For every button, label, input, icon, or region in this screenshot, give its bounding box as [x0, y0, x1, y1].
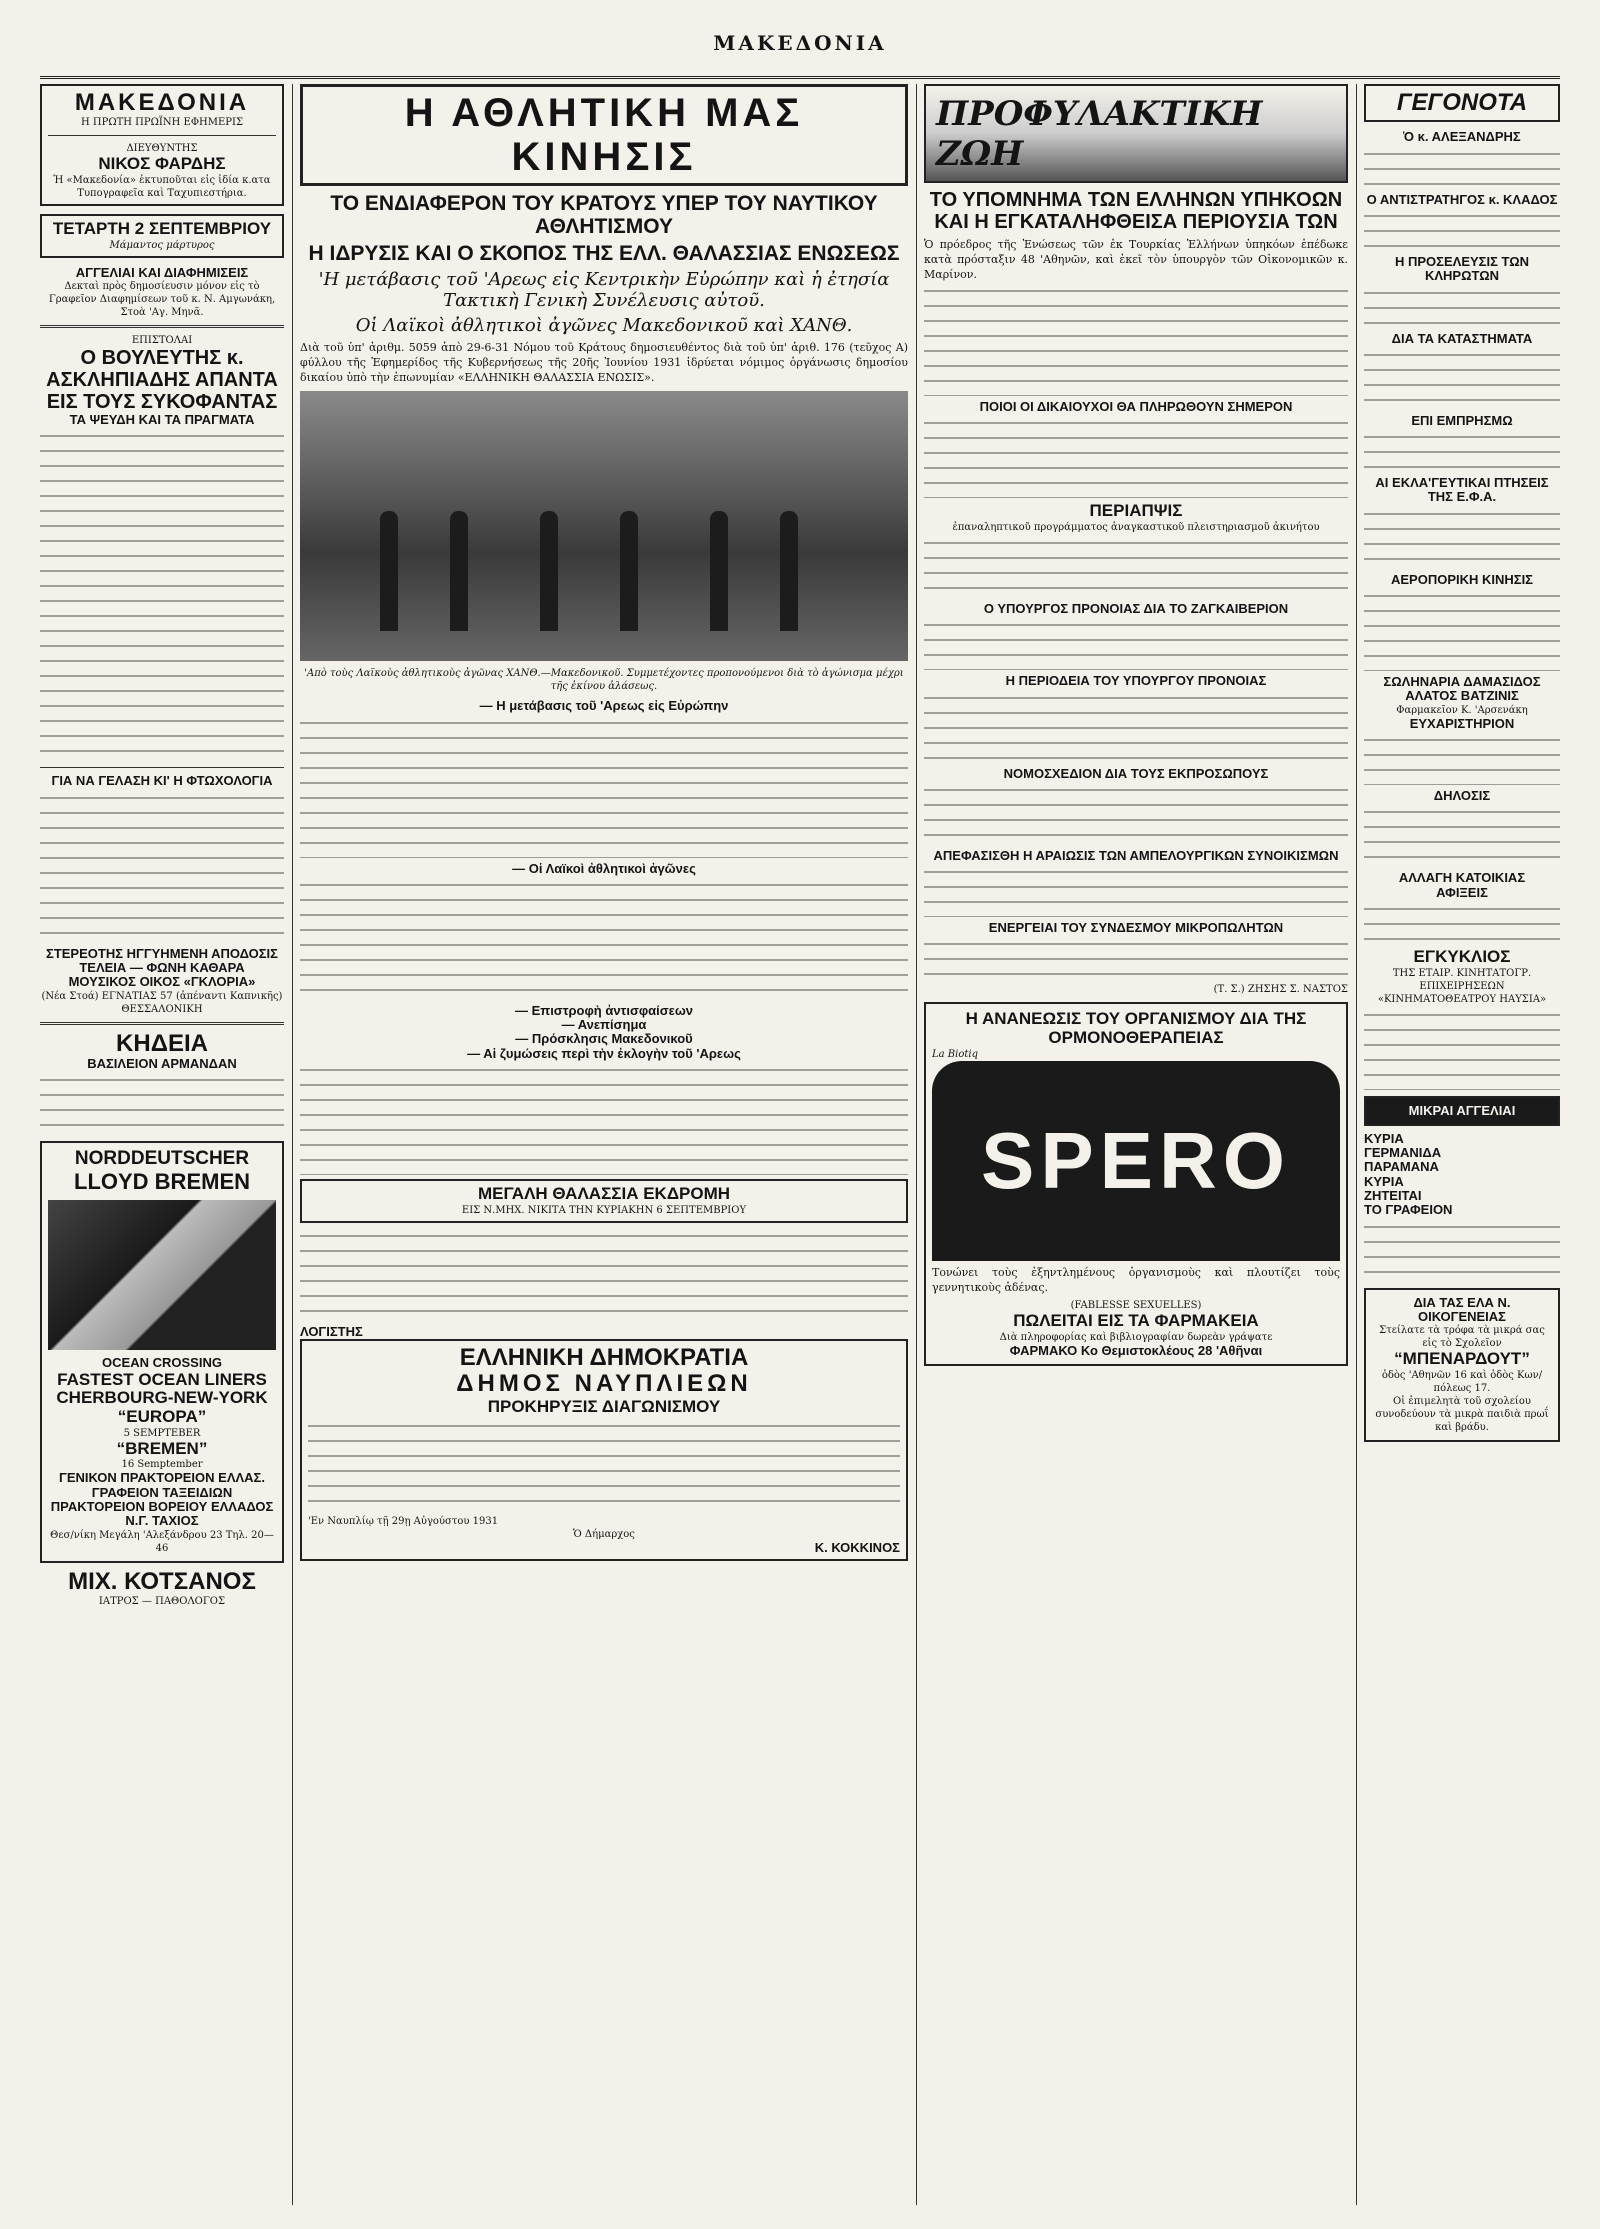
headline-naval-sport: ΤΟ ΕΝΔΙΑΦΕΡΟΝ ΤΟΥ ΚΡΑΤΟΥΣ ΥΠΕΡ ΤΟΥ ΝΑΥΤΙΚΟΥ ΑΘΛΗΤΙΣΜΟΥ	[330, 192, 878, 239]
article-text-block	[924, 620, 1348, 670]
logistics-ad: ΛΟΓΙΣΤΗΣ	[300, 1323, 363, 1339]
article-text-block	[924, 286, 1348, 396]
excursion-title: ΜΕΓΑΛΗ ΘΑΛΑΣΣΙΑ ΕΚΔΡΟΜΗ	[477, 1184, 731, 1204]
circular-title: ΕΓΚΥΚΛΙΟΣ	[1413, 946, 1511, 966]
article-text-block	[924, 418, 1348, 498]
school-address: ὁδὸς 'Αθηνῶν 16 καὶ ὁδὸς Κων/πόλεως 17.	[1381, 1369, 1543, 1394]
music-house-address: (Νέα Στοά) ΕΓΝΑΤΙΑΣ 57 (ἀπέναντι Καπνικῆς) ΘΕΣΣΑΛΟΝΙΚΗ	[41, 990, 283, 1015]
tender-mayor-title: Ὁ Δήμαρχος	[573, 1528, 635, 1540]
section-ares: — Η μετάβασις τοῦ 'Αρεως εἰς Εὐρώπην	[479, 698, 729, 714]
article-text-block	[1364, 735, 1560, 785]
gramophone-ad-title: ΣΤΕΡΕΟΤΗΣ ΗΓΓΥΗΜΕΝΗ ΑΠΟΔΟΣΙΣ ΤΕΛΕΙΑ — ΦΩΝΗ ΚΑΘΑΡΑ	[46, 945, 278, 975]
school-ad-title: ΔΙΑ ΤΑΣ ΕΛΑ Ν. ΟΙΚΟΓΕΝΕΙΑΣ	[1413, 1294, 1511, 1324]
event-arrivals: ΑΦΙΞΕΙΣ	[1436, 884, 1488, 900]
nameplate-logo: ΜΑΚΕΔΟΝΙΑ	[74, 89, 250, 116]
tour-headline: Η ΠΕΡΙΟΔΕΙΑ ΤΟΥ ΥΠΟΥΡΓΟΥ ΠΡΟΝΟΙΑΣ	[1005, 673, 1267, 689]
event-conscripts: Η ΠΡΟΣΕΛΕΥΣΙΣ ΤΩΝ ΚΛΗΡΩΤΩΝ	[1395, 253, 1529, 284]
article-text-block	[924, 693, 1348, 763]
section-games: — Οἱ Λαϊκοὶ ἀθλητικοὶ ἀγῶνες	[512, 860, 696, 876]
beneficiaries-headline: ΠΟΙΟΙ ΟΙ ΔΙΚΑΙΟΥΧΟΙ ΘΑ ΠΛΗΡΩΘΟΥΝ ΣΗΜΕΡΟΝ	[979, 399, 1293, 414]
saint-of-day: Μάμαντος μάρτυρος	[109, 239, 215, 251]
minister-headline: Ο ΥΠΟΥΡΓΟΣ ΠΡΟΝΟΙΑΣ ΔΙΑ ΤΟ ΖΑΓΚΑΙΒΕΡΙΟΝ	[983, 600, 1289, 616]
left-column	[40, 84, 284, 2205]
doctor-role: ΙΑΤΡΟΣ — ΠΑΘΟΛΟΓΟΣ	[98, 1595, 226, 1607]
tender-date: 'Εν Ναυπλίῳ τῇ 29ῃ Αὐγούστου 1931	[308, 1515, 499, 1527]
event-arson: ΕΠΙ ΕΜΠΡΗΣΜΩ	[1411, 412, 1513, 428]
letter-headline: Ο ΒΟΥΛΕΥΤΗΣ κ. ΑΣΚΛΗΠΙΑΔΗΣ ΑΠΑΝΤΑ ΕΙΣ ΤΟΥΣ ΣΥΚΟΦΑΝΤΑΣ	[46, 347, 278, 414]
spero-info: Διὰ πληροφορίας καὶ βιβλιογραφίαν δωρεὰν γράψατε	[999, 1331, 1273, 1343]
circular-subtitle: ΤΗΣ ΕΤΑΙΡ. ΚΙΝΗΤΑΤΟΓΡ. ΕΠΙΧΕΙΡΗΣΕΩΝ «ΚΙΝΗΜΑΤΟΘΕΑΤΡΟΥ ΗΑΥΣΙΑ»	[1377, 967, 1547, 1005]
bill-headline: ΝΟΜΟΣΧΕΔΙΟΝ ΔΙΑ ΤΟΥΣ ΕΚΠΡΟΣΩΠΟΥΣ	[1003, 765, 1269, 781]
classified-5: ΖΗΤΕΙΤΑΙ	[1364, 1188, 1422, 1204]
headline-union: Η ΙΔΡΥΣΙΣ ΚΑΙ Ο ΣΚΟΠΟΣ ΤΗΣ ΕΛΛ. ΘΑΛΑΣΣΙΑΣ ΕΝΩΣΕΩΣ	[308, 242, 900, 266]
article-text-block	[1364, 1010, 1560, 1090]
route: CHERBOURG-NEW-YORK	[56, 1388, 268, 1408]
ads-notice-text: Δεκταὶ πρὸς δημοσίευσιν μόνον εἰς τὸ Γραφεῖον Διαφημίσεων τοῦ κ. Ν. Αμγωνάκη, Στοὰ 'Αγ. Μηνᾶ.	[48, 281, 276, 319]
school-name: “ΜΠΕΝΑΡΔΟΥΤ”	[1394, 1349, 1530, 1369]
doctor-name: ΜΙΧ. ΚΟΤΣΑΝΟΣ	[68, 1567, 256, 1595]
agency-name: ΓΕΝΙΚΟΝ ΠΡΑΚΤΟΡΕΙΟΝ ΕΛΛΑΣ. ΓΡΑΦΕΙΟΝ ΤΑΞΕΙΔΙΩΝ	[59, 1470, 265, 1500]
article-text-block	[1364, 211, 1560, 251]
article-text-block	[1364, 149, 1560, 189]
fastest-liners: FASTEST OCEAN LINERS	[57, 1369, 267, 1389]
sports-column	[300, 84, 908, 2205]
article-text-block	[1364, 288, 1560, 328]
article-text-block	[300, 1065, 908, 1175]
ship-bremen-date: 16 Semptember	[121, 1459, 203, 1471]
vineyard-headline: ΑΠΕΦΑΣΙΣΘΗ Η ΑΡΑΙΩΣΙΣ ΤΩΝ ΑΜΠΕΛΟΥΡΓΙΚΩΝ ΣΥΝΟΙΚΙΣΜΩΝ	[933, 847, 1339, 863]
school-note: Οἱ ἐπιμελητὰ τοῦ σχολείου συνοδεύουν τὰ μικρὰ παιδιὰ πρωΐ καὶ βράδυ.	[1375, 1395, 1549, 1433]
subheadline-ares: 'Η μετάβασις τοῦ 'Αρεως εἰς Κεντρικὴν Εὐρώπην καὶ ἡ ἐτησία Τακτικὴ Γενικὴ Συνέλευσις αὐτοῦ.	[318, 269, 890, 312]
spero-logo: SPERO	[932, 1061, 1340, 1261]
event-air: ΑΕΡΟΠΟΡΙΚΗ ΚΙΝΗΣΙΣ	[1390, 571, 1533, 587]
classified-1: ΚΥΡΙΑ	[1364, 1130, 1404, 1146]
excursion-subtitle: ΕΙΣ Ν.ΜΗΧ. ΝΙΚΙΤΑ ΤΗΝ ΚΥΡΙΑΚΗΝ 6 ΣΕΠΤΕΜΒΡΙΟΥ	[461, 1204, 747, 1216]
athletes-photo	[300, 391, 908, 661]
tender-municipality: ΔΗΜΟΣ ΝΑΥΠΛΙΕΩΝ	[456, 1370, 752, 1398]
article-text-block	[1364, 350, 1560, 410]
spero-pharmacy: ΦΑΡΜΑΚΟ Κο Θεμιστοκλέους 28 'Αθῆναι	[1009, 1342, 1263, 1358]
event-shops: ΔΙΑ ΤΑ ΚΑΤΑΣΤΗΜΑΤΑ	[1391, 330, 1533, 346]
lloyd-ad	[40, 1141, 284, 1562]
ocean-liner-illustration	[48, 1200, 276, 1350]
page-masthead	[40, 14, 1560, 79]
music-house-name: ΜΟΥΣΙΚΟΣ ΟΙΚΟΣ «ΓΚΛΟΡΙΑ»	[68, 974, 256, 990]
article-text-block	[300, 880, 908, 1000]
classified-2: ΓΕΡΜΑΝΙΔΑ	[1364, 1145, 1442, 1161]
event-pharmacy: Φαρμακεῖον Κ. 'Αρσενάκη	[1396, 704, 1528, 716]
preventive-life-illustration: ΠΡΟΦΥΛΑΚΤΙΚΗ ΖΩΗ	[924, 84, 1348, 183]
ocean-crossing: OCEAN CROSSING	[102, 1355, 222, 1371]
excursion-box	[300, 1179, 908, 1223]
nameplate-tagline: Η ΠΡΩΤΗ ΠΡΩΪΝΗ ΕΦΗΜΕΡΙΣ	[80, 117, 244, 129]
lloyd-title-2: LLOYD BREMEN	[74, 1169, 250, 1195]
memorandum-headline: ΤΟ ΥΠΟΜΝΗΜΑ ΤΩΝ ΕΛΛΗΝΩΝ ΥΠΗΚΟΩΝ ΚΑΙ Η ΕΓΚΑΤΑΛΗΦΘΕΙΣΑ ΠΕΡΙΟΥΣΙΑ ΤΩΝ	[929, 189, 1343, 233]
article-text-block	[1364, 807, 1560, 867]
letter-subheadline: ΤΑ ΨΕΥΔΗ ΚΑΙ ΤΑ ΠΡΑΓΜΑΤΑ	[69, 412, 255, 428]
article-text-block	[1364, 591, 1560, 671]
spero-note: (FABLESSE SEXUELLES)	[1070, 1299, 1202, 1311]
event-notice: ΔΗΛΟΣΙΣ	[1433, 787, 1491, 803]
funeral-text	[40, 1075, 284, 1135]
classified-6: ΤΟ ΓΡΑΦΕΙΟΝ	[1364, 1202, 1453, 1218]
spero-text: Τονώνει τοὺς ἐξηντλημένους ὀργανισμοὺς καὶ πλουτίζει τοὺς γεννητικοὺς ἀδένας.	[932, 1265, 1340, 1294]
auction-title: ΠΕΡΙΑΠΨΙΣ	[1089, 501, 1183, 521]
article-signature: (Τ. Σ.) ΖΗΣΗΣ Σ. ΝΑΣΤΟΣ	[1213, 984, 1348, 996]
event-gratitude: ΕΥΧΑΡΙΣΤΗΡΙΟΝ	[1409, 715, 1515, 731]
auction-subtitle: ἐπαναληπτικοῦ προγράμματος ἀναγκαστικοῦ πλειστηριασμοῦ ἀκινήτου	[952, 521, 1320, 533]
memorandum-intro: Ὁ πρόεδρος τῆς Ἐνώσεως τῶν ἐκ Τουρκίας Ἑλλήνων ὑπηκόων ἐπέδωκε κατὰ πρόσταξιν 48 'Αθηνῶν, καὶ ἐκεῖ τὸν ὑπουργὸν τῶν Οἰκονομικῶν κ. Μαρίνον.	[924, 238, 1348, 281]
article-text-block	[1364, 509, 1560, 569]
article-text-block	[300, 718, 908, 858]
section-label-letters: ΕΠΙΣΤΟΛΑΙ	[131, 335, 193, 347]
date-box	[40, 214, 284, 258]
section-unofficial: — Ανεπίσημα	[561, 1017, 647, 1033]
photo-caption: 'Απὸ τοὺς Λαϊκοὺς ἀθλητικοὺς ἀγῶνας ΧΑΝΘ.—Μακεδονικοῦ. Συμμετέχοντες προπονούμενοι διὰ τὸ ἀγώνισμα μέχρι τῆς ἐκίνου ἀλάσεως.	[304, 668, 904, 693]
article-text-block	[40, 793, 284, 943]
printing-note: Ἡ «Μακεδονία» ἐκτυποῦται εἰς ἰδία κ.ατα Τυπογραφεῖα καὶ Ταχυπιεστήρια.	[53, 175, 271, 200]
article-text-block	[924, 785, 1348, 845]
funerals-title: ΚΗΔΕΙΑ	[116, 1029, 208, 1057]
ads-notice	[40, 266, 284, 319]
classified-4: ΚΥΡΙΑ	[1364, 1173, 1404, 1189]
sports-banner: Η ΑΘΛΗΤΙΚΗ ΜΑΣ ΚΙΝΗΣΙΣ	[300, 84, 908, 186]
ads-notice-title: ΑΓΓΕΛΙΑΙ ΚΑΙ ΔΙΑΦΗΜΙΣΕΙΣ	[75, 264, 249, 280]
school-send: Στείλατε τὰ τρόφα τὰ μικρά σας εἰς τὸ Σχολεῖον	[1379, 1325, 1545, 1350]
article-text-block	[1364, 432, 1560, 472]
middle-column	[924, 84, 1348, 2205]
article-text-block	[924, 939, 1348, 979]
event-move: ΑΛΛΑΓΗ ΚΑΤΟΙΚΙΑΣ	[1398, 870, 1526, 886]
subheadline-games: Οἱ Λαϊκοὶ ἀθλητικοὶ ἀγῶνες Μακεδονικοῦ καὶ ΧΑΝΘ.	[355, 315, 853, 337]
spero-maker: La Biotiq	[932, 1048, 978, 1060]
article-text-block	[40, 431, 284, 761]
director-label: ΔΙΕΥΘΥΝΤΗΣ	[126, 143, 198, 155]
event-alexandris: Ὁ κ. ΑΛΕΞΑΝΔΡΗΣ	[1403, 129, 1521, 145]
spero-sold: ΠΩΛΕΙΤΑΙ ΕΙΣ ΤΑ ΦΑΡΜΑΚΕΙΑ	[1013, 1310, 1259, 1330]
director-name: ΝΙΚΟΣ ΦΑΡΔΗΣ	[98, 154, 226, 174]
ship-europa: “EUROPA”	[117, 1406, 207, 1426]
events-column	[1364, 84, 1560, 2205]
event-kladdos: Ο ΑΝΤΙΣΤΡΑΤΗΓΟΣ κ. ΚΛΑΔΟΣ	[1366, 191, 1558, 207]
article-text-block	[924, 538, 1348, 598]
school-ad	[1364, 1288, 1560, 1442]
section-return: — Επιστροφὴ ἀντισφαίσεων	[514, 1002, 694, 1018]
spero-headline: Η ΑΝΑΝΕΩΣΙΣ ΤΟΥ ΟΡΓΑΝΙΣΜΟΥ ΔΙΑ ΤΗΣ ΟΡΜΟΝΟΘΕΡΑΠΕΙΑΣ	[965, 1009, 1307, 1048]
article-text-block	[1364, 904, 1560, 944]
events-title: ΓΕΓΟΝΟΤΑ	[1396, 89, 1528, 116]
ship-europa-date: 5 SEMPTEBER	[123, 1427, 201, 1439]
column-divider	[916, 84, 917, 2205]
funeral-name: ΒΑΣΙΛΕΙΟΝ ΑΡΜΑΝΔΑΝ	[87, 1055, 237, 1071]
section-elections: — Αἱ ζυμώσεις περὶ τὴν ἐκλογὴν τοῦ 'Αρεως	[467, 1045, 741, 1061]
spero-ad	[924, 1002, 1348, 1365]
column-divider	[1356, 84, 1357, 2205]
tender-notice	[300, 1339, 908, 1561]
agency-north: ΠΡΑΚΤΟΡΕΙΟΝ ΒΟΡΕΙΟΥ ΕΛΛΑΔΟΣ Ν.Γ. ΤΑΧΙΟΣ	[50, 1498, 274, 1529]
tax-headline: ΓΙΑ ΝΑ ΓΕΛΑΣΗ ΚΙ' Η ΦΤΩΧΟΛΟΓΙΑ	[51, 773, 273, 789]
newspaper-name: ΜΑΚΕΔΟΝΙΑ	[713, 31, 887, 55]
tender-subtitle: ΠΡΟΚΗΡΥΞΙΣ ΔΙΑΓΩΝΙΣΜΟΥ	[487, 1396, 721, 1416]
agency-address: Θεσ/νίκη Μεγάλη 'Αλεξάνδρου 23 Τηλ. 20—46	[50, 1529, 274, 1554]
issue-date: ΤΕΤΑΡΤΗ 2 ΣΕΠΤΕΜΒΡΙΟΥ	[52, 219, 272, 239]
tender-mayor-name: Κ. ΚΟΚΚΙΝΟΣ	[814, 1539, 900, 1555]
event-flights: ΑΙ ΕΚΛΑ'ΓΕΥΤΙΚΑΙ ΠΤΗΣΕΙΣ ΤΗΣ Ε.Φ.Α.	[1375, 475, 1549, 505]
article-lead: Διὰ τοῦ ὑπ' ἀριθμ. 5059 ἀπὸ 29-6-31 Νόμου τοῦ Κράτους δημοσιευθέντος διὰ τοῦ ὑπ' ἀριθ. 176 (τεῦχος Α) φύλλου τῆς Ἐφημερίδος τῆς Κυβερνήσεως τῆς 20ῆς Ἰουνίου 1931 ἱδρύεται νόμιμος ὀργάνωσις δημοσίου δικαίου ὑπὸ τὴν ἐπωνυμίαν «ΕΛΛΗΝΙΚΗ ΘΑΛΑΣΣΙΑ ΕΝΩΣΙΣ».	[300, 341, 908, 385]
events-title-box	[1364, 84, 1560, 122]
nameplate-box	[40, 84, 284, 206]
classified-3: ΠΑΡΑΜΑΝΑ	[1364, 1159, 1439, 1175]
event-salts: ΣΩΛΗΝΑΡΙΑ ΔΑΜΑΣΙΔΟΣ ΑΛΑΤΟΣ ΒΑΤΖΙΝΙΣ	[1383, 674, 1541, 704]
article-text-block	[1364, 1222, 1560, 1282]
classifieds-title: ΜΙΚΡΑΙ ΑΓΓΕΛΙΑΙ	[1364, 1096, 1560, 1126]
tender-text	[308, 1421, 900, 1511]
tender-republic: ΕΛΛΗΝΙΚΗ ΔΗΜΟΚΡΑΤΙΑ	[459, 1344, 749, 1372]
article-text-block	[924, 867, 1348, 917]
retailers-headline: ΕΝΕΡΓΕΙΑΙ ΤΟΥ ΣΥΝΔΕΣΜΟΥ ΜΙΚΡΟΠΩΛΗΤΩΝ	[988, 920, 1284, 936]
column-divider	[292, 84, 293, 2205]
ship-bremen: “BREMEN”	[116, 1438, 208, 1458]
section-invitation: — Πρόσκλησις Μακεδονικοῦ	[515, 1031, 693, 1047]
lloyd-title-1: NORDDEUTSCHER	[74, 1148, 250, 1170]
article-text-block	[300, 1231, 908, 1321]
